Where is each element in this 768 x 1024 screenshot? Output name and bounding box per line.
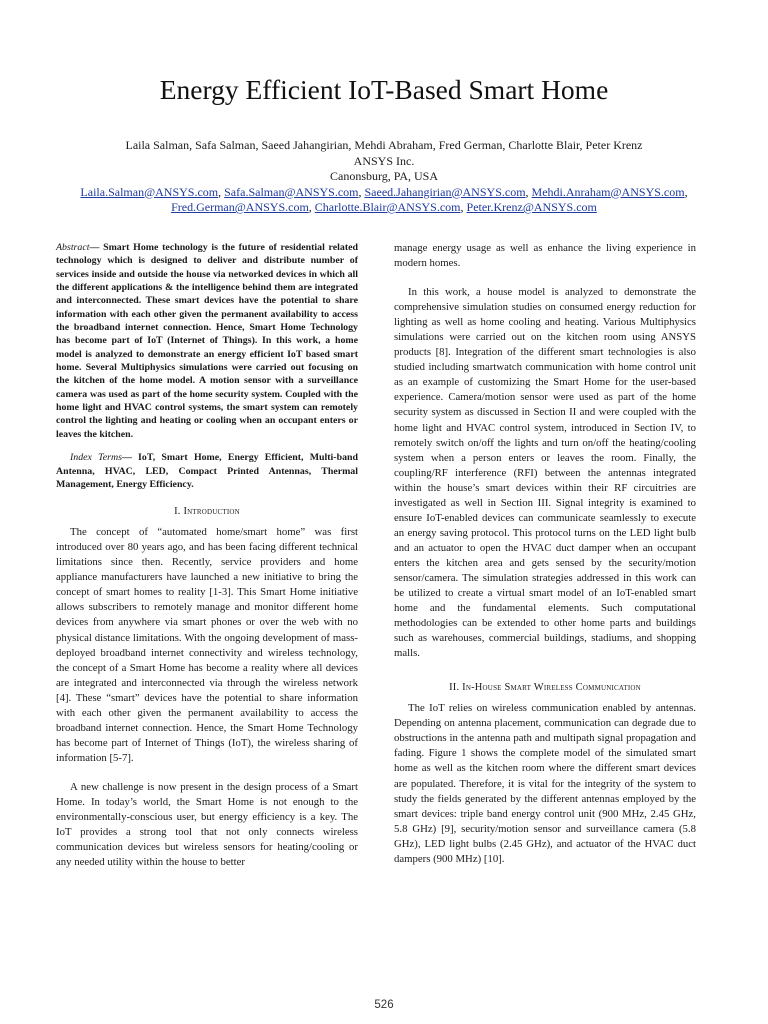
email-link[interactable]: Charlotte.Blair@ANSYS.com xyxy=(314,200,461,214)
right-column xyxy=(394,241,696,867)
index-terms-text: — IoT, Smart Home, Energy Efficient, Multi-band Antenna, HVAC, LED, Compact Printed Antennas, Thermal Management, Energy Efficiency. xyxy=(56,452,358,490)
paragraph: manage energy usage as well as enhance the living experience in modern homes. xyxy=(394,242,696,270)
index-terms-lead: Index Terms xyxy=(70,452,122,464)
paragraph: The concept of “automated home/smart home” was first introduced over 80 years ago, and has been facing different technical limitations since then. Recently, service providers and home appliance manufacturers have launched a new initiative to bring the concept of smart homes to reality [1-3]. This Smart Home initiative allows subscribers to remotely manage and monitor different home devices from anywhere via smart phones or over the web with no physical distance limitations. With the ongoing development of mass-deployed broadband internet connectivity and wireless technology, the concept of a Smart Home has become a reality where all devices are integrated and interconnected via through the wireless network [4]. These “smart” devices have the potential to share information with each other given the permanent availability to access the broadband internet connection. Hence, the Smart Home Technology has become part of Internet of Things (IoT), the wireless sharing of information [5-7]. xyxy=(56,526,358,764)
email-line-1: Laila.Salman@ANSYS.com, Safa.Salman@ANSYS.com, Saeed.Jahangirian@ANSYS.com, Mehdi.Anraham@ANSYS.com, xyxy=(80,184,688,199)
abstract xyxy=(56,241,358,441)
paper-title: Energy Efficient IoT-Based Smart Home xyxy=(159,74,609,105)
email-link[interactable]: Saeed.Jahangirian@ANSYS.com xyxy=(364,184,526,199)
abstract-lead: Abstract xyxy=(56,242,90,253)
email-link[interactable]: Fred.German@ANSYS.com xyxy=(171,200,309,214)
paragraph: The IoT relies on wireless communication enabled by antennas. Depending on antenna placement, communication can degrade due to obstructions in the antenna path and multipath signal propagation and fading. Figure 1 shows the complete model of the simulated smart home as well as the kitchen room where the different smart devices are populated. Therefore, it is vital for the integrity of the system to study the fields generated by the different antennas employed by the smart devices: triple band energy control unit (900 MHz, 2.45 GHz, 5.8 GHz) [9], security/motion sensor and surveillance camera (5.8 GHz), LED light bulbs (2.45 GHz), and actuator of the HVAC duct dampers (900 MHz) [10]. xyxy=(394,702,696,865)
email-line-2: Fred.German@ANSYS.com, Charlotte.Blair@ANSYS.com, Peter.Krenz@ANSYS.com xyxy=(171,200,597,214)
index-terms xyxy=(56,451,358,491)
page-number: 526 xyxy=(374,999,394,1011)
section-heading-introduction: I. Introduction xyxy=(174,506,240,518)
left-column xyxy=(56,241,358,870)
author-block xyxy=(0,138,768,216)
email-link[interactable]: Laila.Salman@ANSYS.com xyxy=(80,184,219,199)
location: Canonsburg, PA, USA xyxy=(329,169,439,183)
affiliation: ANSYS Inc. xyxy=(353,153,415,168)
section-heading-wireless: II. In-House Smart Wireless Communication xyxy=(449,682,641,694)
abstract-text: — Smart Home technology is the future of residential related technology which is designed to deliver and distribute number of services inside and outside the house via networked devices in which all the different applications & the intelligence behind them are integrated and interconnected. These smart devices have the potential to share information with each other given the permanent availability to access the broadband internet connection. Hence, Smart Home Technology has become part of IoT (Internet of Things). In this work, a home model is analyzed to demonstrate an energy efficient IoT based smart home. Several Multiphysics simulations were carried out focusing on the kitchen of the home model. A motion sensor with a surveillance camera was used as part of the home security system. Coupled with the home light and HVAC control systems, the smart system can remotely control the lighting and heating or cooling when an occupant enters or leaves the kitchen. xyxy=(56,242,358,440)
email-link[interactable]: Peter.Krenz@ANSYS.com xyxy=(466,200,597,214)
paragraph: In this work, a house model is analyzed to demonstrate the comprehensive simulation studies on consumed energy reduction for lighting as well as home cooling and heating. Various Multiphysics simulations were carried out on the kitchen room using ANSYS products [8]. Integration of the different smart technologies is also studied including smartwatch communication with home control unit as an example of customizing the Smart Home for the user-based experience. Camera/motion sensor were used as part of the home security system as discussed in Section II and were coupled with the home light and HVAC control system, introduced in Section IV, to remotely switch on/off the lights and turn on/off the heating/cooling system when a person enters or leaves the room. Finally, the coupling/RF interference (RFI) between the antennas integrated within the house’s smart devices within their RF circuitries are investigated as well in Section III. Signal integrity is examined to ensure IoT-enabled devices can communicate seamlessly to execute an energy saving protocol. This protocol turns on the LED light bulb and an actuator to open the HVAC duct damper when an occupant enters the kitchen area and gets sensed by the security/motion sensor/camera. The simulation strategies addressed in this work can be utilized to create a virtual smart model of an IoT-enabled smart home and the fundamental elements. Such computational methodologies can be extended to other home parts and buildings such as warehouses, commercial buildings, stadiums, and shopping malls. xyxy=(394,286,696,660)
email-link[interactable]: Mehdi.Anraham@ANSYS.com xyxy=(531,184,685,199)
email-link[interactable]: Safa.Salman@ANSYS.com xyxy=(224,184,359,199)
author-list: Laila Salman, Safa Salman, Saeed Jahangirian, Mehdi Abraham, Fred German, Charlotte Blair, Peter Krenz xyxy=(125,138,643,152)
paragraph: A new challenge is now present in the design process of a Smart Home. In today’s world, the Smart Home is not enough to the environmentally-conscious user, but energy efficiency is a key. The IoT provides a strong tool that not only connects wireless communication devices but wireless sensors for heating/cooling or any needed utility within the house to better xyxy=(56,780,358,869)
